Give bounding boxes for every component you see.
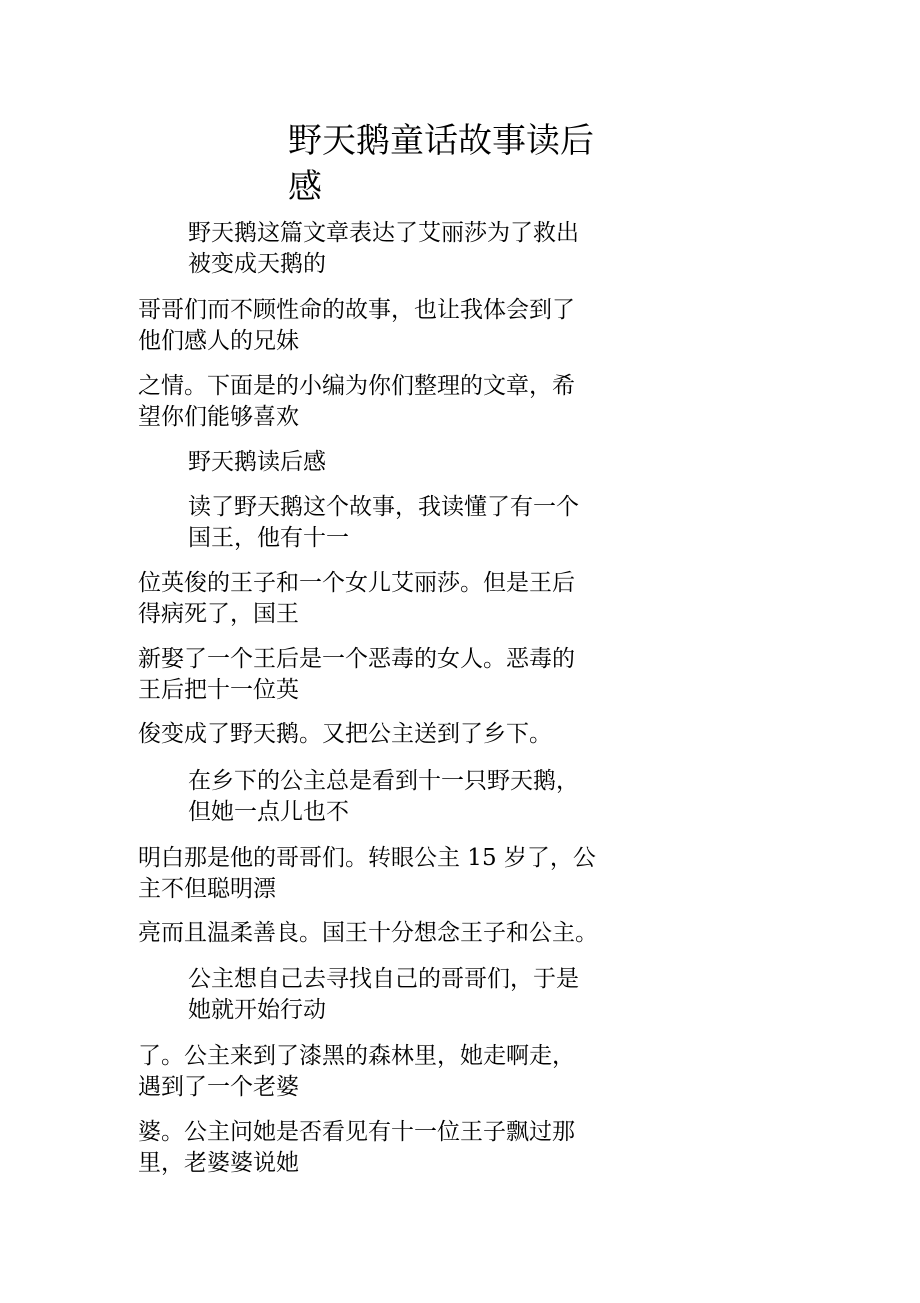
paragraph-line: 公主想自己去寻找自己的哥哥们，于是 xyxy=(188,966,579,992)
paragraph-line: 在乡下的公主总是看到十一只野天鹅， xyxy=(188,768,579,794)
paragraph-line: 得病死了，国王 xyxy=(138,601,299,627)
paragraph-line: 之情。下面是的小编为你们整理的文章，希 xyxy=(138,373,575,399)
paragraph xyxy=(138,843,608,905)
paragraph xyxy=(138,918,608,949)
paragraph-line: 哥哥们而不顾性命的故事，也让我体会到了 xyxy=(138,297,575,323)
paragraph-line: 了。公主来到了漆黑的森林里，她走啊走， xyxy=(138,1043,575,1069)
paragraph xyxy=(138,719,608,750)
paragraph xyxy=(138,1041,608,1103)
paragraph-line: 位英俊的王子和一个女儿艾丽莎。但是王后 xyxy=(138,570,575,596)
paragraph xyxy=(188,218,608,280)
title-line: 野天鹅童话故事读后 xyxy=(288,121,594,161)
paragraph xyxy=(138,644,608,706)
paragraph-line: 国王，他有十一 xyxy=(188,525,349,551)
paragraph-line: 主不但聪明漂 xyxy=(138,876,276,902)
section-heading xyxy=(188,447,608,478)
paragraph-line: 遇到了一个老婆 xyxy=(138,1074,299,1100)
paragraph-line: 新娶了一个王后是一个恶毒的女人。恶毒的 xyxy=(138,646,575,672)
paragraph-line: 他们感人的兄妹 xyxy=(138,328,299,354)
paragraph-line: 但她一点儿也不 xyxy=(188,799,349,825)
paragraph-line: 她就开始行动 xyxy=(188,997,326,1023)
paragraph-line: 被变成天鹅的 xyxy=(188,251,326,277)
title-line: 感 xyxy=(288,167,322,207)
paragraph-line: 野天鹅这篇文章表达了艾丽莎为了救出 xyxy=(188,220,579,246)
paragraph xyxy=(138,568,608,630)
paragraph xyxy=(188,964,608,1026)
paragraph xyxy=(188,766,608,828)
paragraph-line: 里，老婆婆说她 xyxy=(138,1150,299,1176)
paragraph-line: 婆。公主问她是否看见有十一位王子飘过那 xyxy=(138,1119,575,1145)
paragraph-line: 亮而且温柔善良。国王十分想念王子和公主。 xyxy=(138,920,598,946)
paragraph-line: 野天鹅读后感 xyxy=(188,449,326,475)
paragraph-line: 王后把十一位英 xyxy=(138,677,299,703)
paragraph-line: 望你们能够喜欢 xyxy=(138,404,299,430)
paragraph-line: 俊变成了野天鹅。又把公主送到了乡下。 xyxy=(138,721,552,747)
paragraph xyxy=(138,371,608,433)
paragraph-line: 明白那是他的哥哥们。转眼公主 15 岁了，公 xyxy=(138,845,596,871)
paragraph xyxy=(138,295,608,357)
document-title xyxy=(288,118,608,210)
paragraph xyxy=(138,1117,608,1179)
paragraph-line: 读了野天鹅这个故事，我读懂了有一个 xyxy=(188,494,579,520)
paragraph xyxy=(188,492,608,554)
